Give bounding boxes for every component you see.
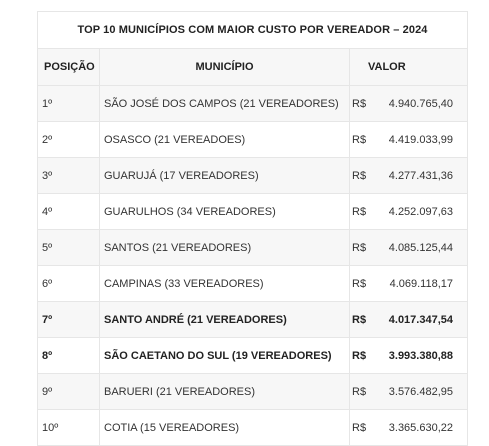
table-row: [38, 302, 468, 338]
table-row: [38, 338, 468, 374]
cell-value: [350, 122, 468, 158]
currency-symbol: R$: [352, 133, 367, 146]
amount: 4.085.125,44: [388, 241, 453, 254]
currency-symbol: R$: [352, 241, 367, 254]
cell-position: 5º: [38, 230, 100, 266]
cell-municipality: GUARUJÁ (17 VEREADORES): [100, 158, 350, 194]
cell-position: 6º: [38, 266, 100, 302]
currency-symbol: R$: [352, 169, 367, 182]
ranking-table-container: [37, 11, 467, 446]
cell-municipality: GUARULHOS (34 VEREADORES): [100, 194, 350, 230]
cell-position: 9º: [38, 374, 100, 410]
cell-municipality: CAMPINAS (33 VEREADORES): [100, 266, 350, 302]
cell-position: 1º: [38, 86, 100, 122]
amount: 4.419.033,99: [388, 133, 453, 146]
currency-symbol: R$: [352, 313, 367, 326]
table-row: [38, 410, 468, 446]
table-header-row: [38, 49, 468, 86]
currency-symbol: R$: [352, 277, 367, 290]
amount: 3.576.482,95: [388, 385, 453, 398]
cell-municipality: SANTOS (21 VEREADORES): [100, 230, 350, 266]
table-row: [38, 194, 468, 230]
cell-position: 4º: [38, 194, 100, 230]
table-row: [38, 230, 468, 266]
table-row: [38, 122, 468, 158]
cell-value: [350, 374, 468, 410]
header-value: VALOR: [350, 49, 468, 86]
cell-value: [350, 338, 468, 374]
amount: 4.017.347,54: [388, 313, 453, 326]
cell-position: 3º: [38, 158, 100, 194]
ranking-table: [37, 11, 468, 446]
cell-position: 8º: [38, 338, 100, 374]
currency-symbol: R$: [352, 97, 367, 110]
header-municipality: MUNICÍPIO: [100, 49, 350, 86]
currency-symbol: R$: [352, 385, 367, 398]
cell-value: [350, 266, 468, 302]
table-row: [38, 266, 468, 302]
cell-municipality: SÃO JOSÉ DOS CAMPOS (21 VEREADORES): [100, 86, 350, 122]
currency-symbol: R$: [352, 205, 367, 218]
amount: 4.940.765,40: [388, 97, 453, 110]
cell-municipality: COTIA (15 VEREADORES): [100, 410, 350, 446]
cell-municipality: SÃO CAETANO DO SUL (19 VEREADORES): [100, 338, 350, 374]
cell-value: [350, 410, 468, 446]
currency-symbol: R$: [352, 349, 367, 362]
header-position: POSIÇÃO: [38, 49, 100, 86]
cell-municipality: SANTO ANDRÉ (21 VEREADORES): [100, 302, 350, 338]
amount: 3.365.630,22: [388, 421, 453, 434]
amount: 4.252.097,63: [388, 205, 453, 218]
table-title: TOP 10 MUNICÍPIOS COM MAIOR CUSTO POR VEREADOR – 2024: [38, 12, 468, 49]
cell-municipality: OSASCO (21 VEREADOES): [100, 122, 350, 158]
currency-symbol: R$: [352, 421, 367, 434]
cell-value: [350, 230, 468, 266]
cell-value: [350, 86, 468, 122]
amount: 3.993.380,88: [388, 349, 453, 362]
cell-municipality: BARUERI (21 VEREADORES): [100, 374, 350, 410]
cell-position: 7º: [38, 302, 100, 338]
cell-position: 2º: [38, 122, 100, 158]
cell-value: [350, 194, 468, 230]
amount: 4.069.118,17: [389, 277, 453, 290]
cell-value: [350, 302, 468, 338]
cell-position: 10º: [38, 410, 100, 446]
table-row: [38, 86, 468, 122]
cell-value: [350, 158, 468, 194]
table-row: [38, 374, 468, 410]
table-row: [38, 158, 468, 194]
amount: 4.277.431,36: [388, 169, 453, 182]
table-body: [38, 86, 468, 446]
